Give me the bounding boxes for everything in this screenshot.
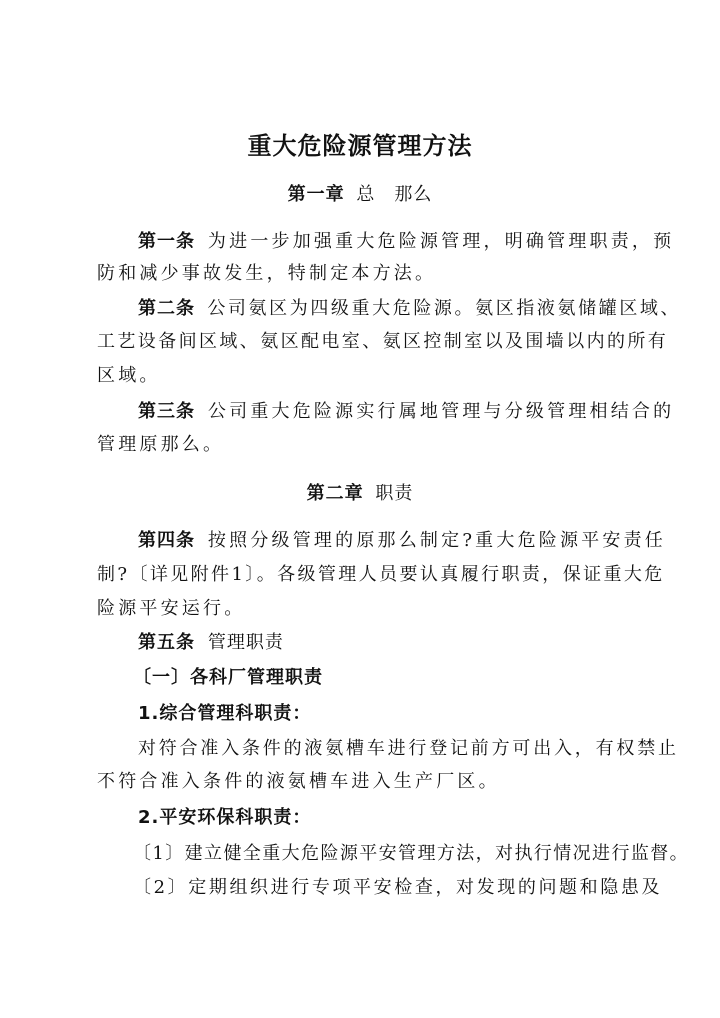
article-4-text-1: 按照分级管理的原那么制定?重大危险源平安责任 xyxy=(207,530,666,551)
article-2-text-1: 公司氨区为四级重大危险源。氨区指液氨储罐区域、 xyxy=(207,298,682,319)
article-2-line-1 xyxy=(138,297,681,321)
chapter-2-heading xyxy=(0,482,720,506)
chapter-2-label: 第二章 xyxy=(306,483,364,504)
item-2-line-1: 〔1〕建立健全重大危险源平安管理方法，对执行情况进行监督。 xyxy=(133,843,690,864)
article-2-line-2: 工艺设备间区域、氨区配电室、氨区控制室以及围墙以内的所有 xyxy=(97,331,669,352)
article-2-label: 第二条 xyxy=(138,298,195,319)
item-1-line-2: 不符合准入条件的液氨槽车进入生产厂区。 xyxy=(97,771,500,792)
article-4-line-3: 险源平安运行。 xyxy=(97,598,246,619)
article-4-label: 第四条 xyxy=(138,530,195,551)
article-1-text-1: 为进一步加强重大危险源管理，明确管理职责，预 xyxy=(207,231,675,252)
article-4-line-1 xyxy=(138,529,666,553)
article-5-label: 第五条 xyxy=(138,632,195,653)
article-1-line-1 xyxy=(138,230,674,254)
article-3-label: 第三条 xyxy=(138,401,195,422)
chapter-2-name: 职责 xyxy=(375,483,414,504)
section-1-heading: 〔一〕各科厂管理职责 xyxy=(133,667,323,688)
chapter-1-heading xyxy=(0,183,720,207)
article-3-line-1 xyxy=(138,400,674,424)
article-1-line-2: 防和减少事故发生，特制定本方法。 xyxy=(97,263,437,284)
article-5-line xyxy=(138,631,284,655)
chapter-1-label: 第一章 xyxy=(287,184,345,205)
article-1-label: 第一条 xyxy=(138,231,195,252)
chapter-1-name: 总 那么 xyxy=(356,184,433,205)
article-3-line-2: 管理原那么。 xyxy=(97,434,225,455)
document-title: 重大危险源管理方法 xyxy=(247,132,473,160)
article-4-line-2: 制?〔详见附件1〕。各级管理人员要认真履行职责，保证重大危 xyxy=(97,564,665,585)
item-2-title: 2.平安环保科职责： xyxy=(138,807,312,828)
item-2-line-2: 〔2〕定期组织进行专项平安检查，对发现的问题和隐患及 xyxy=(133,877,663,898)
item-1-line-1: 对符合准入条件的液氨槽车进行登记前方可出入，有权禁止 xyxy=(138,738,679,759)
article-2-line-3: 区域。 xyxy=(97,365,161,386)
article-3-text-1: 公司重大危险源实行属地管理与分级管理相结合的 xyxy=(207,401,675,422)
article-5-text: 管理职责 xyxy=(207,632,284,653)
item-1-title: 1.综合管理科职责： xyxy=(138,703,312,724)
